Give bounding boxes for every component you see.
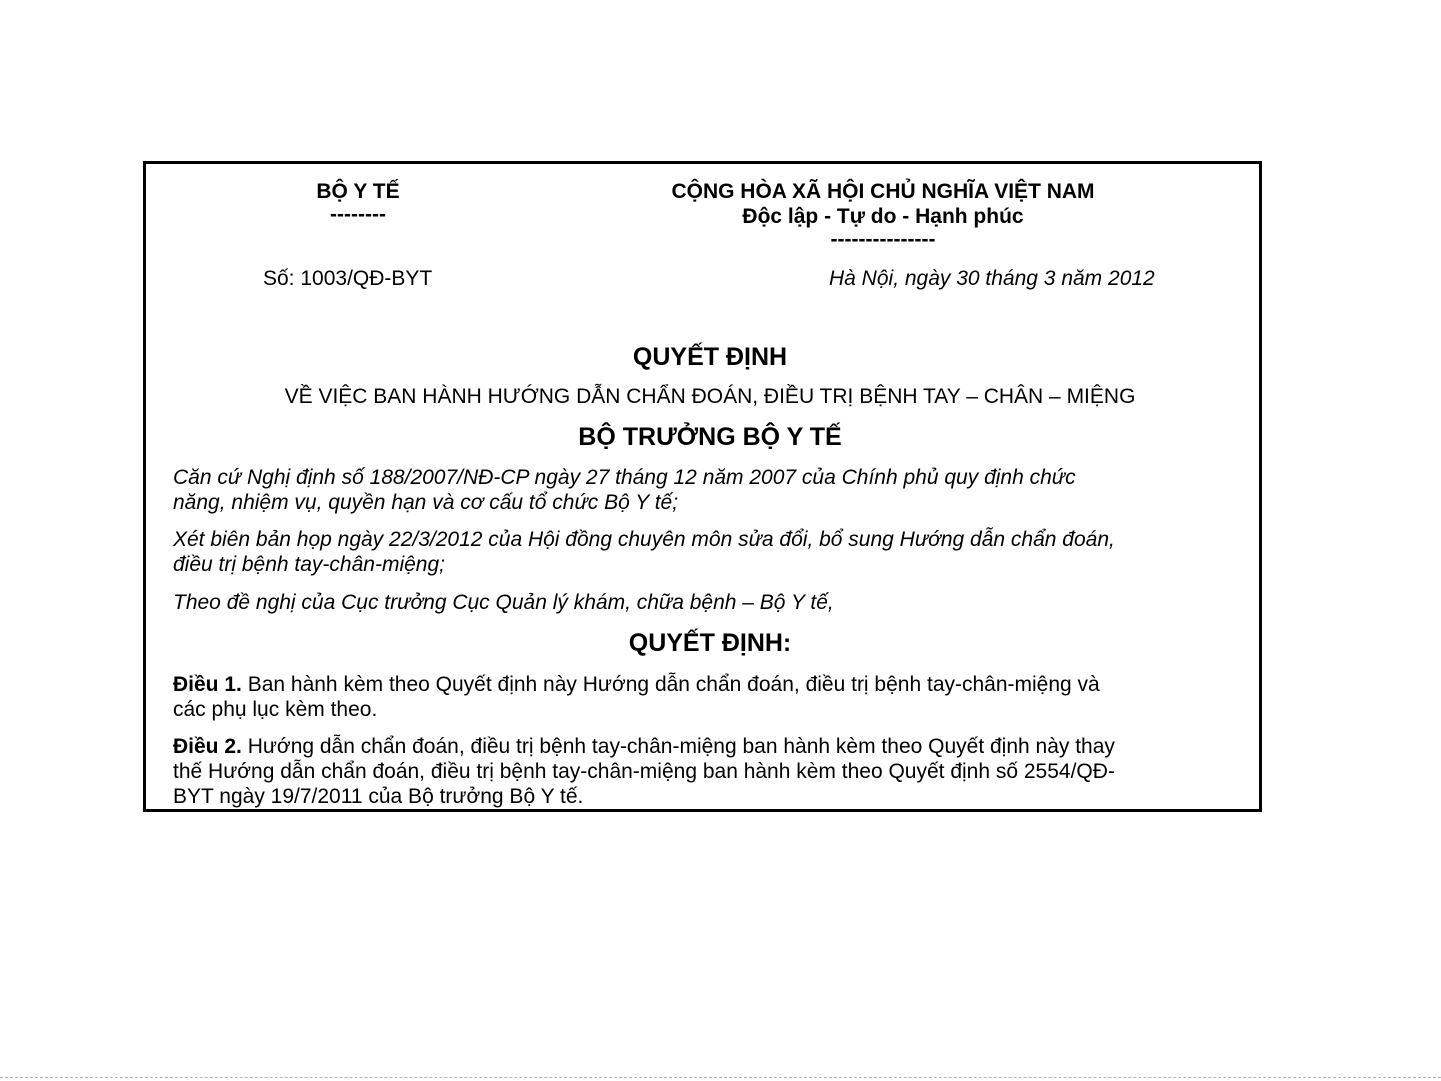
preamble-line: năng, nhiệm vụ, quyền hạn và cơ cấu tổ chức Bộ Y tế;	[173, 491, 679, 514]
issuing-authority: BỘ TRƯỞNG BỘ Y TẾ	[578, 423, 842, 451]
decision-heading: QUYẾT ĐỊNH:	[628, 629, 792, 657]
preamble-item	[173, 590, 1243, 615]
preamble-line: Xét biên bản họp ngày 22/3/2012 của Hội đồng chuyên môn sửa đổi, bổ sung Hướng dẫn chẩn đoán,	[173, 528, 1115, 551]
preamble-line: điều trị bệnh tay-chân-miệng;	[173, 553, 445, 576]
document-title: QUYẾT ĐỊNH	[632, 343, 788, 371]
article-label: Điều 2.	[173, 735, 242, 758]
article-1	[173, 672, 1243, 722]
document-subject: VỀ VIỆC BAN HÀNH HƯỚNG DẪN CHẨN ĐOÁN, ĐIỀU TRỊ BỆNH TAY – CHÂN – MIỆNG	[284, 385, 1136, 408]
country-name: CỘNG HÒA XÃ HỘI CHỦ NGHĨA VIỆT NAM	[671, 180, 1095, 203]
article-2	[173, 734, 1243, 809]
preamble-line: Căn cứ Nghị định số 188/2007/NĐ-CP ngày 27 tháng 12 năm 2007 của Chính phủ quy định chức	[173, 466, 1076, 489]
place-date: Hà Nội, ngày 30 tháng 3 năm 2012	[829, 267, 1155, 290]
ministry-rule: --------	[330, 203, 386, 226]
motto-rule: ---------------	[830, 228, 936, 251]
article-text: các phụ lục kèm theo.	[173, 698, 378, 721]
preamble-line: Theo đề nghị của Cục trưởng Cục Quản lý khám, chữa bệnh – Bộ Y tế,	[173, 591, 834, 614]
ministry-name: BỘ Y TẾ	[316, 180, 400, 203]
national-motto: Độc lập - Tự do - Hạnh phúc	[742, 205, 1024, 228]
article-text: thế Hướng dẫn chẩn đoán, điều trị bệnh tay-chân-miệng ban hành kèm theo Quyết định số 2554/QĐ-	[173, 760, 1115, 783]
article-text: Ban hành kèm theo Quyết định này Hướng dẫn chẩn đoán, điều trị bệnh tay-chân-miệng và	[241, 673, 1100, 696]
preamble-item	[173, 527, 1243, 577]
article-text: BYT ngày 19/7/2011 của Bộ trưởng Bộ Y tế.	[173, 785, 584, 808]
article-text: Hướng dẫn chẩn đoán, điều trị bệnh tay-chân-miệng ban hành kèm theo Quyết định này thay	[241, 735, 1115, 758]
bottom-divider	[0, 1077, 1441, 1078]
preamble-item	[173, 465, 1243, 515]
article-label: Điều 1.	[173, 673, 242, 696]
document-number: Số: 1003/QĐ-BYT	[263, 267, 433, 290]
